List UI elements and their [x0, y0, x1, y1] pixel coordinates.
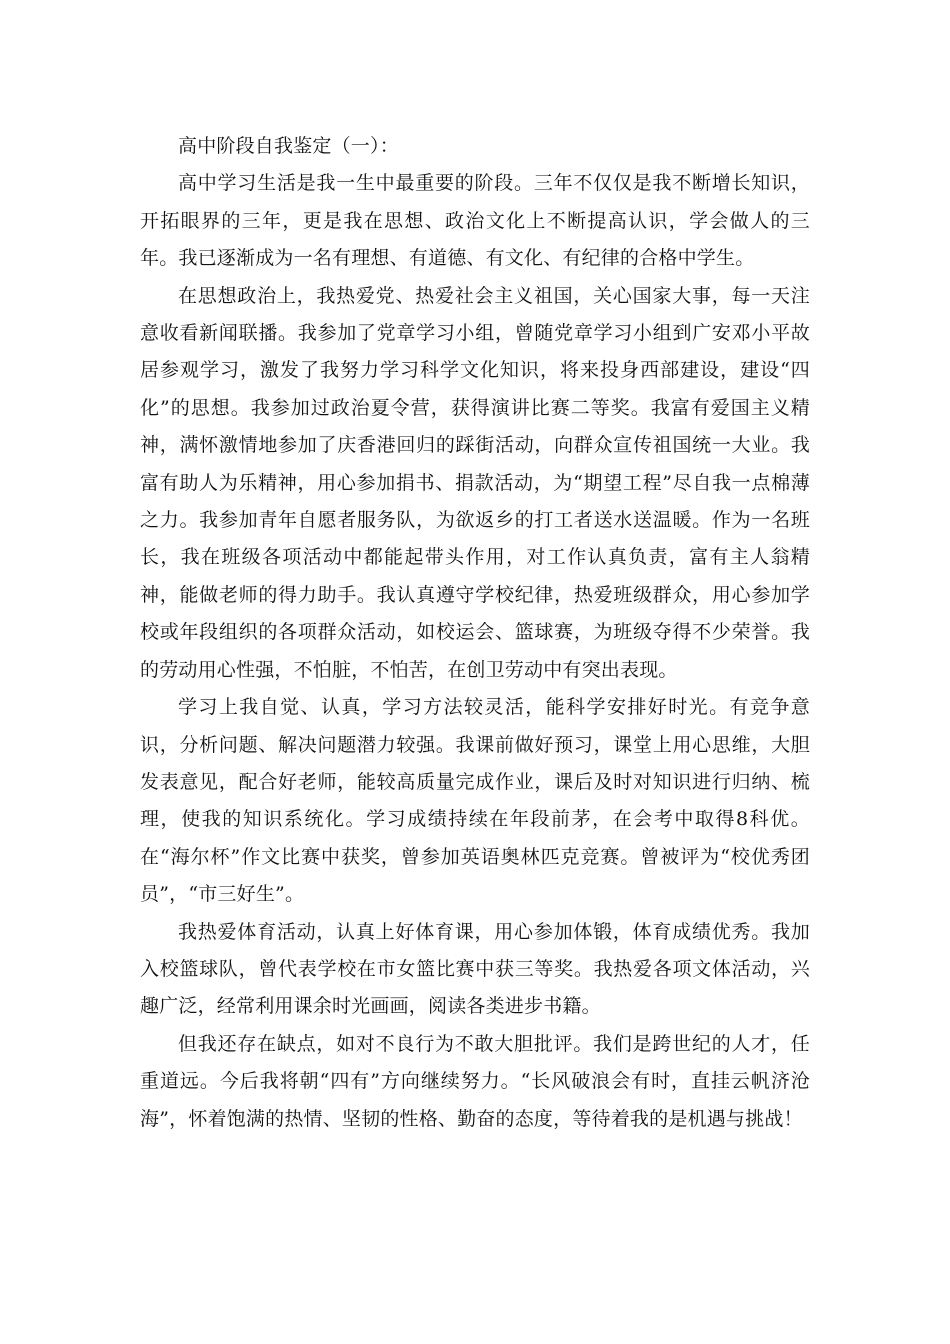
paragraph-conclusion: 但我还存在缺点，如对不良行为不敢大胆批评。我们是跨世纪的人才，任重道远。今后我将朝“四有”方向继续努力。“长风破浪会有时，直挂云帆济沧海”，怀着饱满的热情、坚韧的性格、勤奋的态度，等待着我的是机遇与挑战！	[140, 1032, 810, 1130]
paragraph-study: 学习上我自觉、认真，学习方法较灵活，能科学安排好时光。有竞争意识，分析问题、解决问题潜力较强。我课前做好预习，课堂上用心思维，大胆发表意见，配合好老师，能较高质量完成作业，课后及时对知识进行归纳、梳理，使我的知识系统化。学习成绩持续在年段前茅，在会考中取得8科优。在“海尔杯”作文比赛中获奖，曾参加英语奥林匹克竞赛。曾被评为“校优秀团员”，“市三好生”。	[140, 696, 810, 906]
paragraph-intro: 高中学习生活是我一生中最重要的阶段。三年不仅仅是我不断增长知识，开拓眼界的三年，更是我在思想、政治文化上不断提高认识，学会做人的三年。我已逐渐成为一名有理想、有道德、有文化、有纪律的合格中学生。	[140, 172, 810, 270]
paragraph-sports: 我热爱体育活动，认真上好体育课，用心参加体锻，体育成绩优秀。我加入校篮球队，曾代表学校在市女篮比赛中获三等奖。我热爱各项文体活动，兴趣广泛，经常利用课余时光画画，阅读各类进步书籍。	[140, 920, 810, 1018]
document-title: 高中阶段自我鉴定（一）：	[178, 135, 399, 157]
document-body	[140, 128, 810, 1138]
paragraph-political: 在思想政治上，我热爱党、热爱社会主义祖国，关心国家大事，每一天注意收看新闻联播。我参加了党章学习小组，曾随党章学习小组到广安邓小平故居参观学习，激发了我努力学习科学文化知识，将来投身西部建设，建设“四化”的思想。我参加过政治夏令营，获得演讲比赛二等奖。我富有爱国主义精神，满怀激情地参加了庆香港回归的踩街活动，向群众宣传祖国统一大业。我富有助人为乐精神，用心参加捐书、捐款活动，为“期望工程”尽自我一点棉薄之力。我参加青年自愿者服务队，为欲返乡的打工者送水送温暖。作为一名班长，我在班级各项活动中都能起带头作用，对工作认真负责，富有主人翁精神，能做老师的得力助手。我认真遵守学校纪律，热爱班级群众，用心参加学校或年段组织的各项群众活动，如校运会、篮球赛，为班级夺得不少荣誉。我的劳动用心性强，不怕脏，不怕苦，在创卫劳动中有突出表现。	[140, 284, 810, 681]
